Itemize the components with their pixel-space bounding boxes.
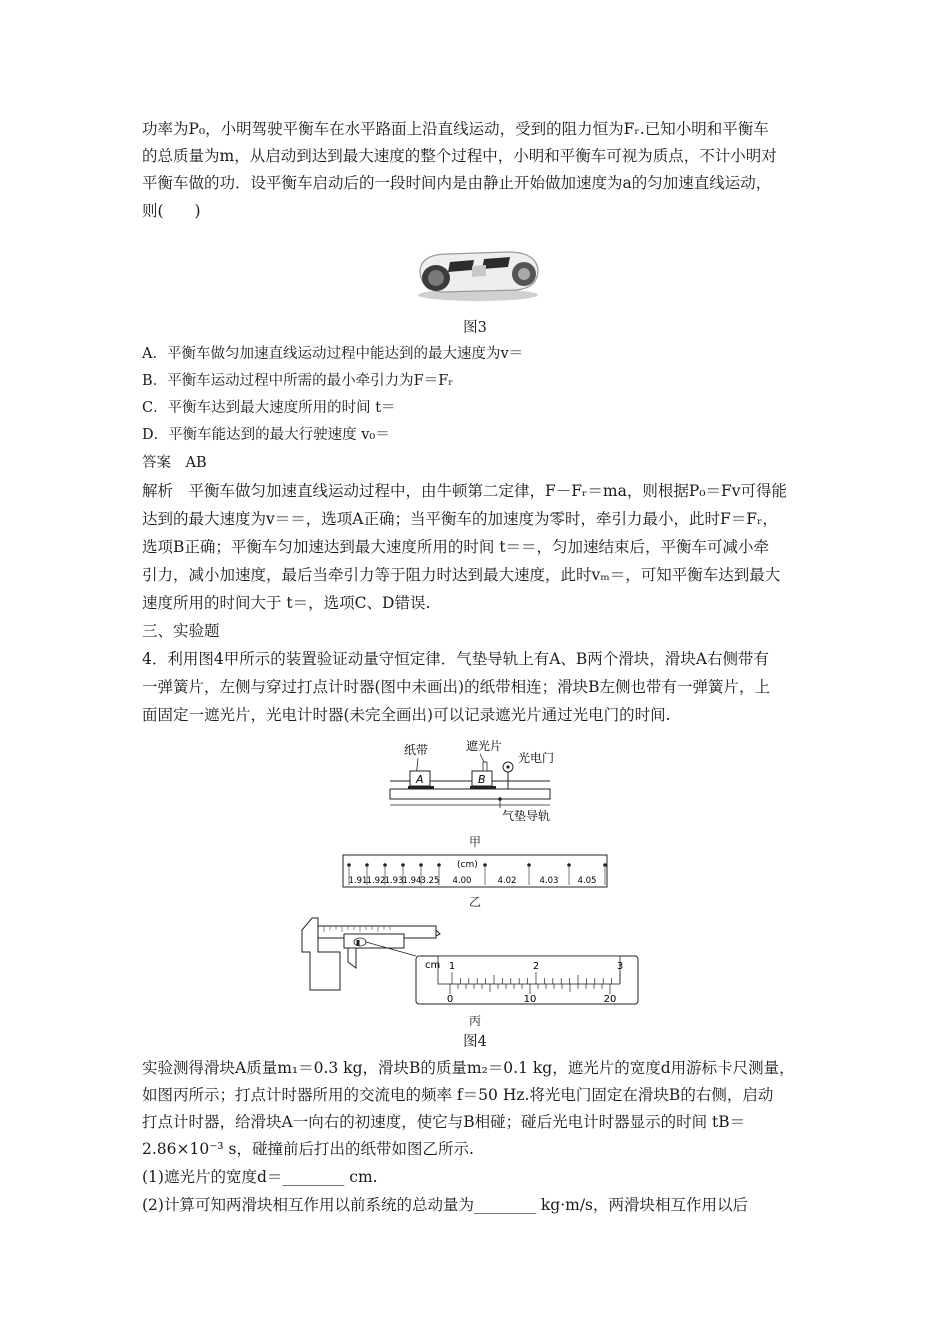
intro-line-1: 功率为P₀，小明驾驶平衡车在水平路面上沿直线运动，受到的阻力恒为Fᵣ.已知小明和平衡车	[142, 120, 769, 138]
option-c: C．平衡车达到最大速度所用的时间 t＝	[142, 400, 396, 416]
measure-line-1: 实验测得滑块A质量m₁＝0.3 kg，滑块B的质量m₂＝0.1 kg，遮光片的宽度d用游标卡尺测量，	[142, 1059, 795, 1077]
option-d: D．平衡车能达到的最大行驶速度 v₀＝	[142, 427, 390, 443]
tape-dot	[527, 863, 531, 867]
vernier-label: 20	[603, 994, 617, 1005]
analysis-line-3: 选项B正确；平衡车匀加速达到最大速度所用的时间 t＝＝，匀加速结束后，平衡车可减小牵	[142, 538, 770, 556]
fig-jia-caption: 甲	[468, 835, 481, 849]
tape-segment-label: 1.93	[384, 876, 404, 886]
label-shade: 遮光片	[466, 739, 503, 753]
tape-dot	[483, 863, 487, 867]
air-track	[390, 789, 550, 799]
main-scale-label: 1	[448, 961, 456, 972]
tape-segment-label: 4.02	[497, 876, 517, 886]
measure-line-3: 打点计时器，给滑块A一向右的初速度，使它与B相碰；碰后光电计时器显示的时间 tB＝	[142, 1113, 746, 1131]
caliper-unit: cm	[425, 960, 441, 971]
analysis-line-5: 速度所用的时间大于 t＝，选项C、D错误.	[142, 594, 431, 612]
q4-line-2: 一弹簧片，左侧与穿过打点计时器(图中未画出)的纸带相连；滑块B左侧也带有一弹簧片，上	[142, 678, 770, 696]
tape-segment-label: 4.03	[539, 876, 559, 886]
option-b: B．平衡车运动过程中所需的最小牵引力为F＝Fᵣ	[142, 373, 454, 389]
tape-segment-label: 3.25	[420, 876, 440, 886]
label-paper-tape: 纸带	[404, 743, 429, 757]
fig-bing-caliper	[292, 912, 652, 1022]
sub-question-1: (1)遮光片的宽度d＝________ cm.	[142, 1168, 378, 1186]
tape-dot	[437, 863, 441, 867]
hoverboard-image	[412, 240, 542, 305]
label-a: A	[416, 773, 424, 786]
analysis-line-4: 引力，减小加速度，最后当牵引力等于阻力时达到最大速度，此时vₘ＝，可知平衡车达到最大	[142, 566, 781, 584]
tape-dot	[401, 863, 405, 867]
vernier-label: 10	[523, 994, 537, 1005]
tape-segment-label: 1.91	[348, 876, 368, 886]
q4-line-1: 4．利用图4甲所示的装置验证动量守恒定律．气垫导轨上有A、B两个滑块，滑块A右侧带有	[142, 650, 770, 668]
sub-question-2: (2)计算可知两滑块相互作用以前系统的总动量为________ kg·m/s，两滑块相互作用以后	[142, 1196, 749, 1214]
fig-bing-caption: 丙	[468, 1014, 481, 1028]
tape-dot	[567, 863, 571, 867]
tape-segment-label: 4.00	[452, 876, 472, 886]
fig-yi-tape	[335, 853, 615, 893]
label-photogate: 光电门	[518, 751, 555, 765]
option-a: A．平衡车做匀加速直线运动过程中能达到的最大速度为v＝	[142, 346, 524, 362]
tape-segment-label: 1.92	[366, 876, 386, 886]
tape-dot	[383, 863, 387, 867]
intro-line-3: 平衡车做的功．设平衡车启动后的一段时间内是由静止开始做加速度为a的匀加速直线运动，	[142, 174, 772, 192]
intro-line-2: 的总质量为m，从启动到达到最大速度的整个过程中，小明和平衡车可视为质点，不计小明对	[142, 147, 777, 165]
main-scale-label: 2	[532, 961, 540, 972]
label-air-track: 气垫导轨	[502, 809, 551, 823]
fig-jia-diagram	[380, 738, 580, 830]
section-title: 三、实验题	[142, 622, 220, 640]
tape-dot	[347, 863, 351, 867]
tape-dot	[603, 863, 607, 867]
tape-dot	[365, 863, 369, 867]
main-scale-label: 3	[616, 961, 624, 972]
tape-segment-label: 1.94	[402, 876, 422, 886]
tape-unit: (cm)	[457, 860, 478, 870]
fig-yi-caption: 乙	[468, 895, 481, 909]
intro-line-4: 则( )	[142, 202, 201, 220]
vernier-label: 0	[446, 994, 454, 1005]
q4-line-3: 面固定一遮光片，光电计时器(未完全画出)可以记录遮光片通过光电门的时间.	[142, 706, 671, 724]
answer: 答案 AB	[142, 455, 207, 471]
measure-line-2: 如图丙所示；打点计时器所用的交流电的频率 f＝50 Hz.将光电门固定在滑块B的右侧，启动	[142, 1086, 774, 1104]
label-b: B	[478, 773, 486, 786]
measure-line-4: 2.86×10⁻³ s，碰撞前后打出的纸带如图乙所示.	[142, 1140, 474, 1158]
fig4-caption: 图4	[463, 1034, 487, 1050]
analysis-line-2: 达到的最大速度为v＝＝，选项A正确；当平衡车的加速度为零时，牵引力最小，此时F＝Fᵣ，	[142, 510, 778, 528]
tape-segment-label: 4.05	[577, 876, 597, 886]
analysis-line-1: 解析 平衡车做匀加速直线运动过程中，由牛顿第二定律，F－Fᵣ＝ma，则根据P₀＝Fv可得能	[142, 482, 787, 500]
fig3-caption: 图3	[463, 320, 487, 336]
tape-dot	[419, 863, 423, 867]
